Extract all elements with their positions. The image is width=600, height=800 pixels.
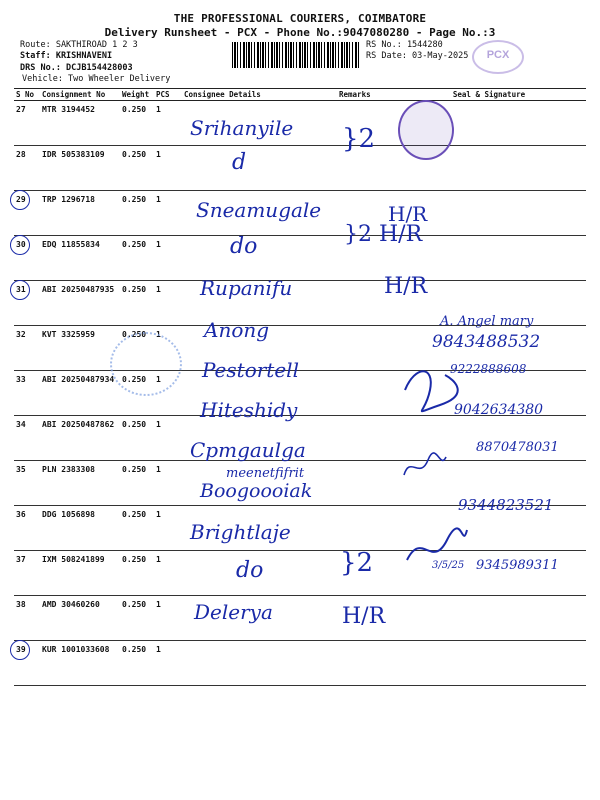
circled-marker bbox=[10, 235, 30, 255]
weight-cell: 0.250 bbox=[120, 641, 154, 686]
consignment-cell: KUR 1001033608 bbox=[40, 641, 120, 686]
consignee-handwriting: d bbox=[232, 150, 247, 175]
weight-cell: 0.250 bbox=[120, 281, 154, 326]
remark-handwriting: H/R bbox=[342, 604, 386, 629]
signature-handwriting: 9222888608 bbox=[450, 362, 527, 376]
sno-text: 31 bbox=[16, 285, 26, 294]
remark-handwriting: }2 H/R bbox=[344, 222, 423, 247]
table-row bbox=[14, 596, 586, 641]
signature-cell bbox=[392, 596, 586, 641]
signature-cell bbox=[392, 641, 586, 686]
consignee-cell bbox=[182, 641, 337, 686]
consignee-cell bbox=[182, 236, 337, 281]
signature-scribble bbox=[400, 445, 450, 485]
runsheet-table bbox=[14, 88, 586, 686]
weight-cell: 0.250 bbox=[120, 191, 154, 236]
rs-date: RS Date: 03-May-2025 bbox=[366, 51, 469, 61]
weight-cell: 0.250 bbox=[120, 551, 154, 596]
consignment-cell: ABI 20250487934 bbox=[40, 371, 120, 416]
consignment-cell: TRP 1296718 bbox=[40, 191, 120, 236]
weight-cell: 0.250 bbox=[120, 506, 154, 551]
remark-handwriting: H/R bbox=[384, 274, 428, 299]
signature-handwriting: 8870478031 bbox=[476, 440, 559, 455]
pcs-cell: 1 bbox=[154, 101, 182, 146]
sno-cell bbox=[14, 506, 40, 551]
sno-cell bbox=[14, 416, 40, 461]
col-pcs: PCS bbox=[154, 89, 182, 101]
pcs-cell: 1 bbox=[154, 596, 182, 641]
col-consignee: Consignee Details bbox=[182, 89, 337, 101]
drs-number: DRS No.: DCJB154428003 bbox=[20, 63, 133, 73]
sno-text: 32 bbox=[16, 330, 26, 339]
remark-handwriting: H/R bbox=[388, 202, 428, 226]
col-remarks: Remarks bbox=[337, 89, 392, 101]
runsheet-subtitle: Delivery Runsheet - PCX - Phone No.:9047080280 - Page No.:3 bbox=[104, 26, 496, 39]
consignment-cell: MTR 3194452 bbox=[40, 101, 120, 146]
route-label: Route: SAKTHIROAD 1 2 3 bbox=[20, 40, 138, 50]
sno-text: 35 bbox=[16, 465, 26, 474]
sno-text: 27 bbox=[16, 105, 26, 114]
sno-cell bbox=[14, 191, 40, 236]
weight-cell: 0.250 bbox=[120, 236, 154, 281]
weight-cell: 0.250 bbox=[120, 416, 154, 461]
seal-stamp bbox=[398, 100, 454, 160]
vehicle-label: Vehicle: Two Wheeler Delivery bbox=[22, 74, 171, 84]
consignment-cell: PLN 2383308 bbox=[40, 461, 120, 506]
consignee-handwriting: Cpmgaulga bbox=[190, 438, 306, 462]
weight-cell: 0.250 bbox=[120, 101, 154, 146]
consignee-handwriting: meenetfifrit bbox=[226, 466, 305, 481]
remark-handwriting: }2 bbox=[342, 124, 376, 154]
remarks-cell bbox=[337, 461, 392, 506]
consignment-cell: DDG 1056898 bbox=[40, 506, 120, 551]
table-header-row bbox=[14, 89, 586, 101]
consignee-handwriting: Rupanifu bbox=[200, 276, 293, 300]
pcs-cell: 1 bbox=[154, 146, 182, 191]
consignee-handwriting: Pestortell bbox=[202, 358, 299, 382]
remarks-cell bbox=[337, 506, 392, 551]
sno-text: 37 bbox=[16, 555, 26, 564]
table-row bbox=[14, 641, 586, 686]
consignee-handwriting: Brightlaje bbox=[190, 520, 291, 544]
seal-stamp bbox=[110, 332, 182, 396]
consignment-cell: ABI 20250487862 bbox=[40, 416, 120, 461]
barcode bbox=[232, 42, 360, 68]
remarks-cell bbox=[337, 371, 392, 416]
pcs-cell: 1 bbox=[154, 641, 182, 686]
consignee-handwriting: Srihanyile bbox=[190, 116, 294, 140]
rs-number: RS No.: 1544280 bbox=[366, 40, 443, 50]
signature-handwriting: 9843488532 bbox=[432, 332, 541, 352]
pcs-cell: 1 bbox=[154, 281, 182, 326]
consignee-handwriting: Boogoooiak bbox=[200, 480, 313, 502]
pcs-cell: 1 bbox=[154, 371, 182, 416]
consignment-cell: KVT 3325959 bbox=[40, 326, 120, 371]
remarks-cell bbox=[337, 416, 392, 461]
weight-cell: 0.250 bbox=[120, 326, 154, 371]
signature-scribble bbox=[402, 520, 472, 580]
consignment-cell: EDQ 11855834 bbox=[40, 236, 120, 281]
remarks-cell bbox=[337, 326, 392, 371]
consignment-cell: ABI 20250487935 bbox=[40, 281, 120, 326]
staff-label: Staff: KRISHNAVENI bbox=[20, 51, 113, 61]
signature-handwriting: A. Angel mary bbox=[440, 314, 534, 329]
weight-cell: 0.250 bbox=[120, 146, 154, 191]
circled-marker bbox=[10, 640, 30, 660]
sno-text: 28 bbox=[16, 150, 26, 159]
signature-handwriting: 9042634380 bbox=[454, 402, 544, 418]
col-sno: S No bbox=[14, 89, 40, 101]
signature-scribble bbox=[400, 360, 460, 420]
pcx-stamp: PCX bbox=[472, 40, 524, 74]
sno-cell bbox=[14, 551, 40, 596]
pcs-cell: 1 bbox=[154, 416, 182, 461]
consignee-handwriting: Anong bbox=[204, 318, 270, 342]
col-consignment: Consignment No bbox=[40, 89, 120, 101]
table-row bbox=[14, 146, 586, 191]
consignee-handwriting: do bbox=[230, 234, 258, 259]
sno-cell bbox=[14, 371, 40, 416]
pcs-cell: 1 bbox=[154, 236, 182, 281]
sno-cell bbox=[14, 146, 40, 191]
consignment-cell: IXM 508241899 bbox=[40, 551, 120, 596]
signature-handwriting: 9345989311 bbox=[476, 558, 559, 573]
consignee-handwriting: do bbox=[236, 558, 264, 583]
company-title: THE PROFESSIONAL COURIERS, COIMBATORE bbox=[173, 12, 427, 25]
circled-marker bbox=[10, 280, 30, 300]
sno-cell bbox=[14, 236, 40, 281]
pcs-cell: 1 bbox=[154, 326, 182, 371]
remarks-cell bbox=[337, 641, 392, 686]
sno-text: 33 bbox=[16, 375, 26, 384]
sno-text: 30 bbox=[16, 240, 26, 249]
pcs-cell: 1 bbox=[154, 461, 182, 506]
sno-text: 36 bbox=[16, 510, 26, 519]
sno-cell bbox=[14, 281, 40, 326]
consignment-cell: AMD 30460260 bbox=[40, 596, 120, 641]
pcs-cell: 1 bbox=[154, 506, 182, 551]
weight-cell: 0.250 bbox=[120, 371, 154, 416]
pcs-cell: 1 bbox=[154, 191, 182, 236]
sno-cell bbox=[14, 596, 40, 641]
consignee-handwriting: Sneamugale bbox=[196, 198, 322, 222]
sno-text: 29 bbox=[16, 195, 26, 204]
table-row bbox=[14, 101, 586, 146]
weight-cell: 0.250 bbox=[120, 461, 154, 506]
consignee-cell bbox=[182, 146, 337, 191]
sno-cell bbox=[14, 101, 40, 146]
col-signature: Seal & Signature bbox=[392, 89, 586, 101]
col-weight: Weight bbox=[120, 89, 154, 101]
sno-cell bbox=[14, 326, 40, 371]
sno-text: 39 bbox=[16, 645, 26, 654]
consignee-handwriting: Hiteshidy bbox=[200, 398, 298, 422]
sno-text: 38 bbox=[16, 600, 26, 609]
remark-handwriting: }2 bbox=[340, 548, 374, 578]
signature-handwriting: 3/5/25 bbox=[432, 560, 465, 571]
consignment-cell: IDR 505383109 bbox=[40, 146, 120, 191]
pcs-cell: 1 bbox=[154, 551, 182, 596]
sno-cell bbox=[14, 641, 40, 686]
sno-text: 34 bbox=[16, 420, 26, 429]
consignee-handwriting: Delerya bbox=[194, 600, 273, 624]
weight-cell: 0.250 bbox=[120, 596, 154, 641]
circled-marker bbox=[10, 190, 30, 210]
sno-cell bbox=[14, 461, 40, 506]
table-row bbox=[14, 236, 586, 281]
signature-handwriting: 9344823521 bbox=[458, 496, 554, 514]
